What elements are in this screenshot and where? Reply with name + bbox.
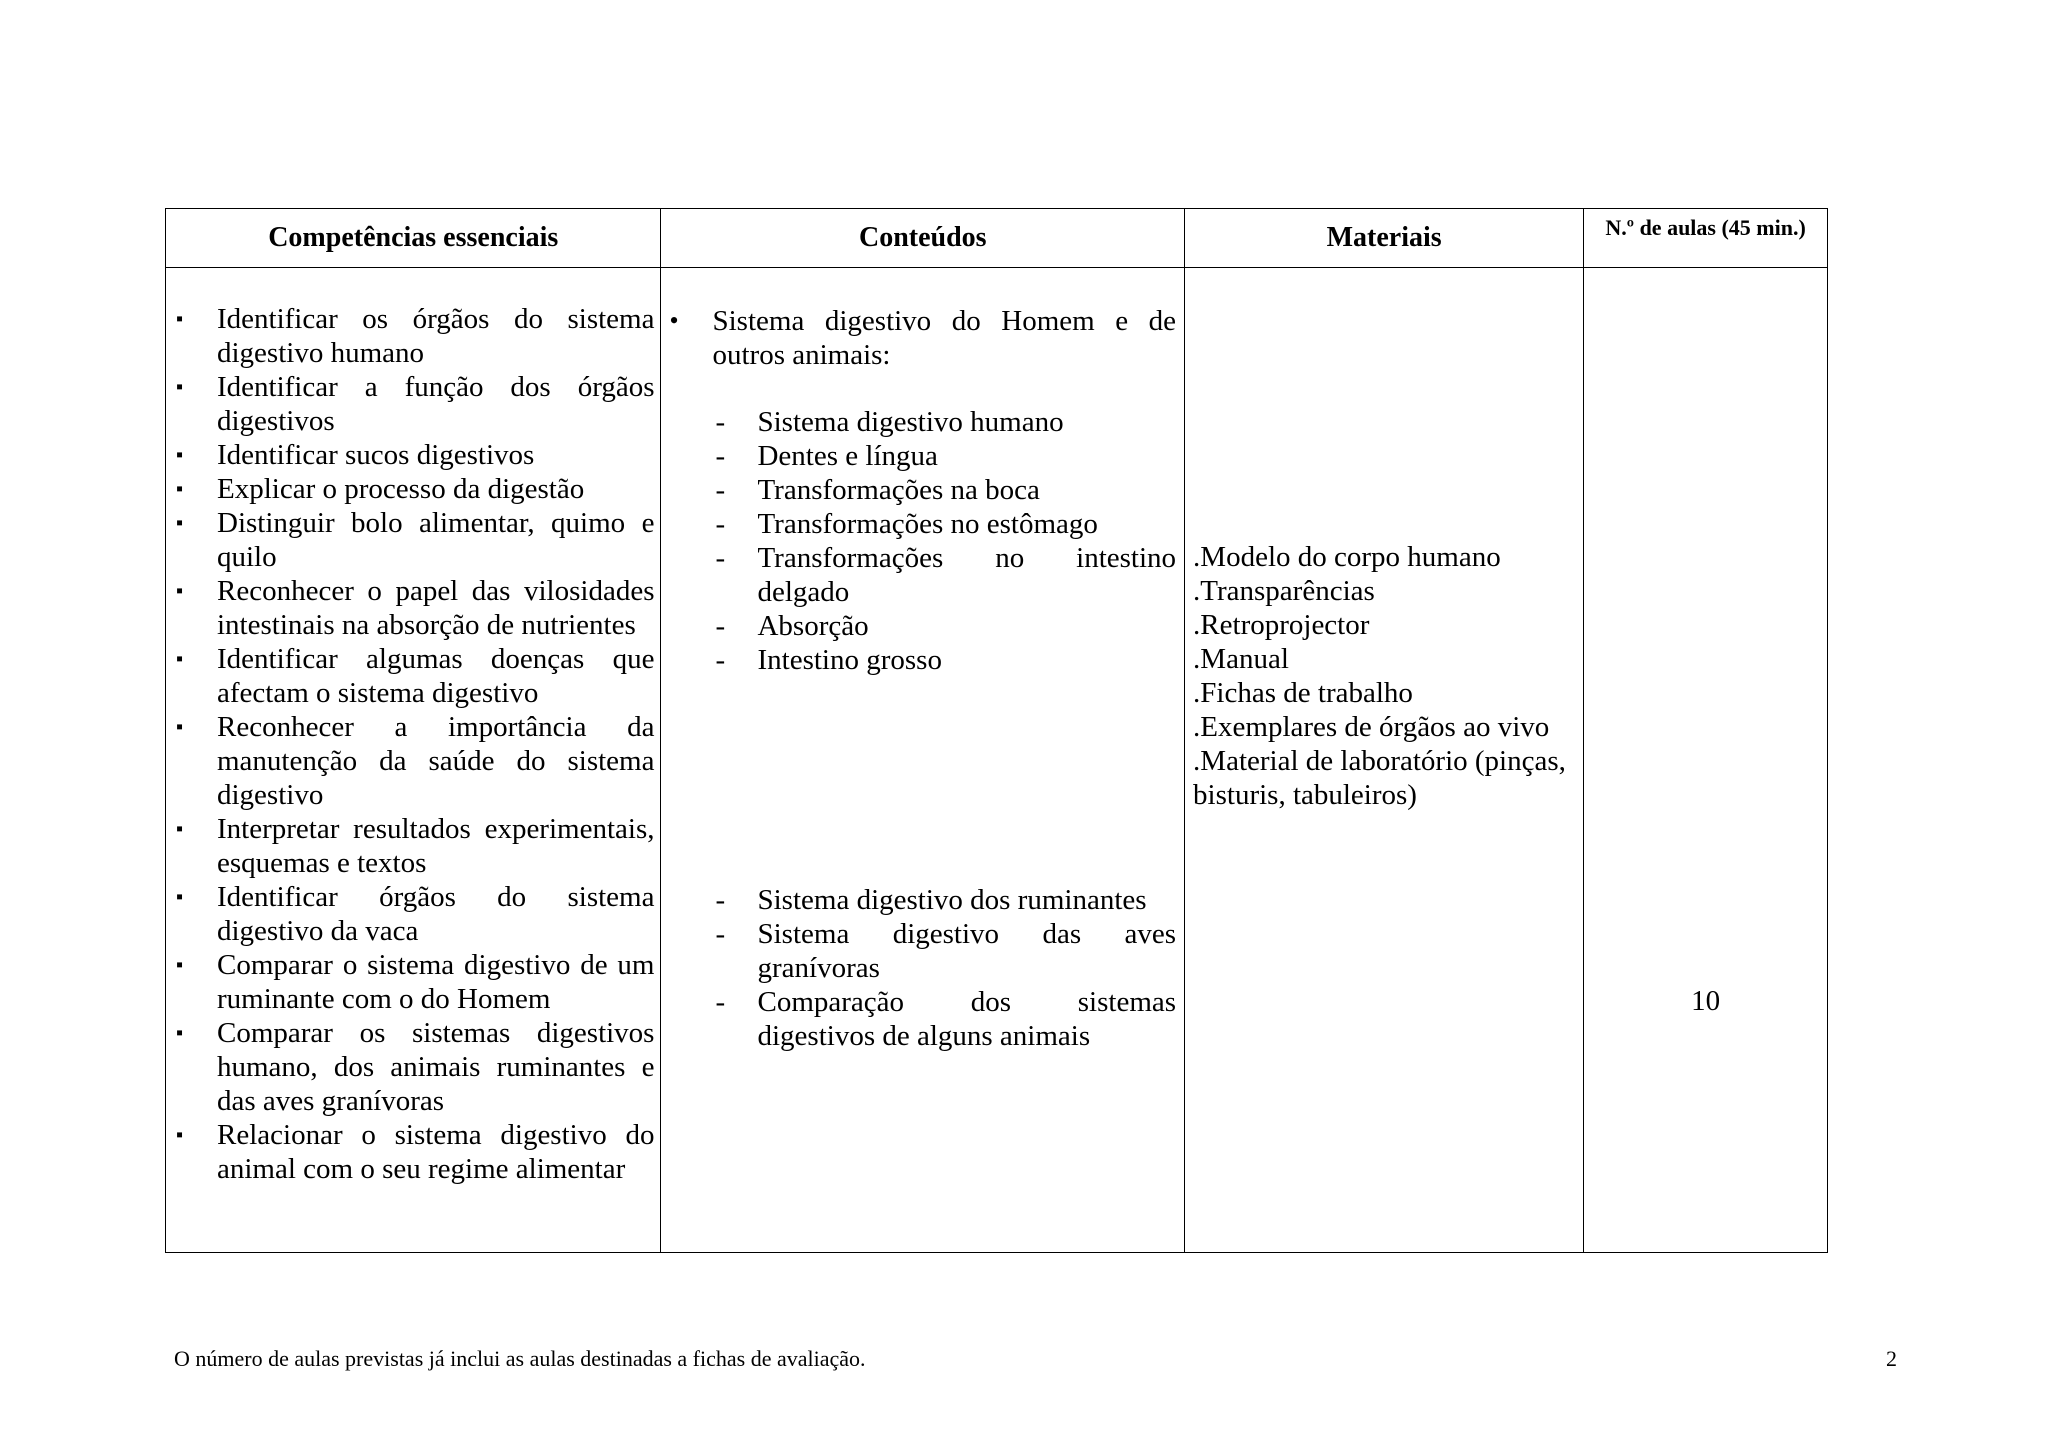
- header-competencies: Competências essenciais: [166, 209, 661, 268]
- square-bullet-icon: ▪: [176, 444, 184, 466]
- dash-bullet-icon: -: [715, 406, 726, 438]
- table-row: [166, 268, 1828, 1253]
- content-item: [661, 405, 1176, 439]
- competencies-list: [166, 268, 660, 1186]
- dash-bullet-icon: -: [715, 884, 726, 916]
- header-contents: Conteúdos: [661, 209, 1185, 268]
- competency-text: Comparar os sistemas digestivos humano, dos animais ruminantes e das aves granívoras: [217, 1017, 655, 1117]
- content-text: Sistema digestivo das aves granívoras: [757, 918, 1177, 984]
- competency-item: [166, 1016, 654, 1118]
- content-item: [661, 439, 1176, 473]
- dash-bullet-icon: -: [715, 542, 726, 574]
- square-bullet-icon: ▪: [176, 308, 184, 330]
- material-item: .Transparências: [1193, 575, 1375, 607]
- square-bullet-icon: ▪: [176, 376, 184, 398]
- square-bullet-icon: ▪: [176, 512, 184, 534]
- lessons-cell: [1584, 268, 1828, 1253]
- material-item: .Manual: [1193, 643, 1289, 675]
- table-header-row: [166, 209, 1828, 268]
- competency-item: [166, 812, 654, 880]
- competencies-cell: [166, 268, 661, 1253]
- footer-note: O número de aulas previstas já inclui as aulas destinadas a fichas de avaliação.: [174, 1346, 866, 1371]
- planning-table: [165, 208, 1828, 1253]
- material-item: .Modelo do corpo humano: [1193, 541, 1501, 573]
- content-text: Transformações no estômago: [757, 508, 1098, 540]
- content-item: [661, 609, 1176, 643]
- square-bullet-icon: ▪: [176, 818, 184, 840]
- competency-item: [166, 370, 654, 438]
- competency-text: Interpretar resultados experimentais, esquemas e textos: [217, 813, 655, 879]
- square-bullet-icon: ▪: [176, 580, 184, 602]
- square-bullet-icon: ▪: [176, 648, 184, 670]
- competency-text: Identificar os órgãos do sistema digestivo humano: [217, 303, 655, 369]
- contents-group-2: [661, 883, 1176, 1053]
- square-bullet-icon: ▪: [176, 886, 184, 908]
- contents-main-topic: Sistema digestivo do Homem e de outros animais:: [712, 305, 1177, 371]
- dash-bullet-icon: -: [715, 474, 726, 506]
- materials-list: [1193, 540, 1577, 812]
- dash-bullet-icon: -: [715, 918, 726, 950]
- dash-bullet-icon: -: [715, 610, 726, 642]
- contents-main-topic-item: [661, 304, 1176, 372]
- competency-text: Explicar o processo da digestão: [217, 473, 585, 505]
- content-text: Sistema digestivo humano: [757, 406, 1064, 438]
- competency-text: Reconhecer a importância da manutenção da saúde do sistema digestivo: [217, 711, 655, 811]
- content-text: Comparação dos sistemas digestivos de alguns animais: [757, 986, 1177, 1052]
- content-text: Intestino grosso: [757, 644, 942, 676]
- competency-text: Relacionar o sistema digestivo do animal com o seu regime alimentar: [217, 1119, 655, 1185]
- dash-bullet-icon: -: [715, 986, 726, 1018]
- dash-bullet-icon: -: [715, 508, 726, 540]
- page-number: 2: [1886, 1346, 1897, 1371]
- content-text: Transformações na boca: [757, 474, 1040, 506]
- square-bullet-icon: ▪: [176, 1022, 184, 1044]
- competency-item: [166, 880, 654, 948]
- header-materials: Materiais: [1185, 209, 1584, 268]
- competency-item: [166, 438, 654, 472]
- competency-text: Identificar sucos digestivos: [217, 439, 535, 471]
- square-bullet-icon: ▪: [176, 954, 184, 976]
- competency-text: Identificar algumas doenças que afectam o sistema digestivo: [217, 643, 655, 709]
- square-bullet-icon: ▪: [176, 716, 184, 738]
- material-item: .Fichas de trabalho: [1193, 677, 1413, 709]
- competency-item: [166, 302, 654, 370]
- competency-item: [166, 710, 654, 812]
- competency-item: [166, 642, 654, 710]
- competency-text: Reconhecer o papel das vilosidades intestinais na absorção de nutrientes: [217, 575, 655, 641]
- content-item: [661, 643, 1176, 677]
- dash-bullet-icon: -: [715, 644, 726, 676]
- dash-bullet-icon: -: [715, 440, 726, 472]
- competency-item: [166, 472, 654, 506]
- material-item: .Exemplares de órgãos ao vivo: [1193, 711, 1550, 743]
- square-bullet-icon: ▪: [176, 478, 184, 500]
- contents-cell: [661, 268, 1185, 1253]
- header-lessons: N.º de aulas (45 min.): [1584, 209, 1828, 268]
- content-item: [661, 507, 1176, 541]
- competency-text: Identificar a função dos órgãos digestivos: [217, 371, 655, 437]
- content-item: [661, 917, 1176, 985]
- competency-text: Comparar o sistema digestivo de um ruminante com o do Homem: [217, 949, 655, 1015]
- materials-cell: [1185, 268, 1584, 1253]
- bullet-icon: •: [669, 306, 679, 335]
- competency-text: Identificar órgãos do sistema digestivo da vaca: [217, 881, 655, 947]
- content-text: Transformações no intestino delgado: [757, 542, 1177, 608]
- content-item: [661, 883, 1176, 917]
- competency-item: [166, 948, 654, 1016]
- competency-item: [166, 1118, 654, 1186]
- material-item: .Material de laboratório (pinças, bisturis, tabuleiros): [1193, 745, 1566, 811]
- lessons-count: 10: [1691, 985, 1721, 1017]
- material-item: .Retroprojector: [1193, 609, 1370, 641]
- competency-item: [166, 574, 654, 642]
- content-text: Absorção: [757, 610, 869, 642]
- square-bullet-icon: ▪: [176, 1124, 184, 1146]
- content-text: Sistema digestivo dos ruminantes: [757, 884, 1147, 916]
- content-item: [661, 985, 1176, 1053]
- competency-text: Distinguir bolo alimentar, quimo e quilo: [217, 507, 655, 573]
- contents-group-1: [661, 405, 1176, 677]
- competency-item: [166, 506, 654, 574]
- content-item: [661, 541, 1176, 609]
- content-text: Dentes e língua: [757, 440, 938, 472]
- content-item: [661, 473, 1176, 507]
